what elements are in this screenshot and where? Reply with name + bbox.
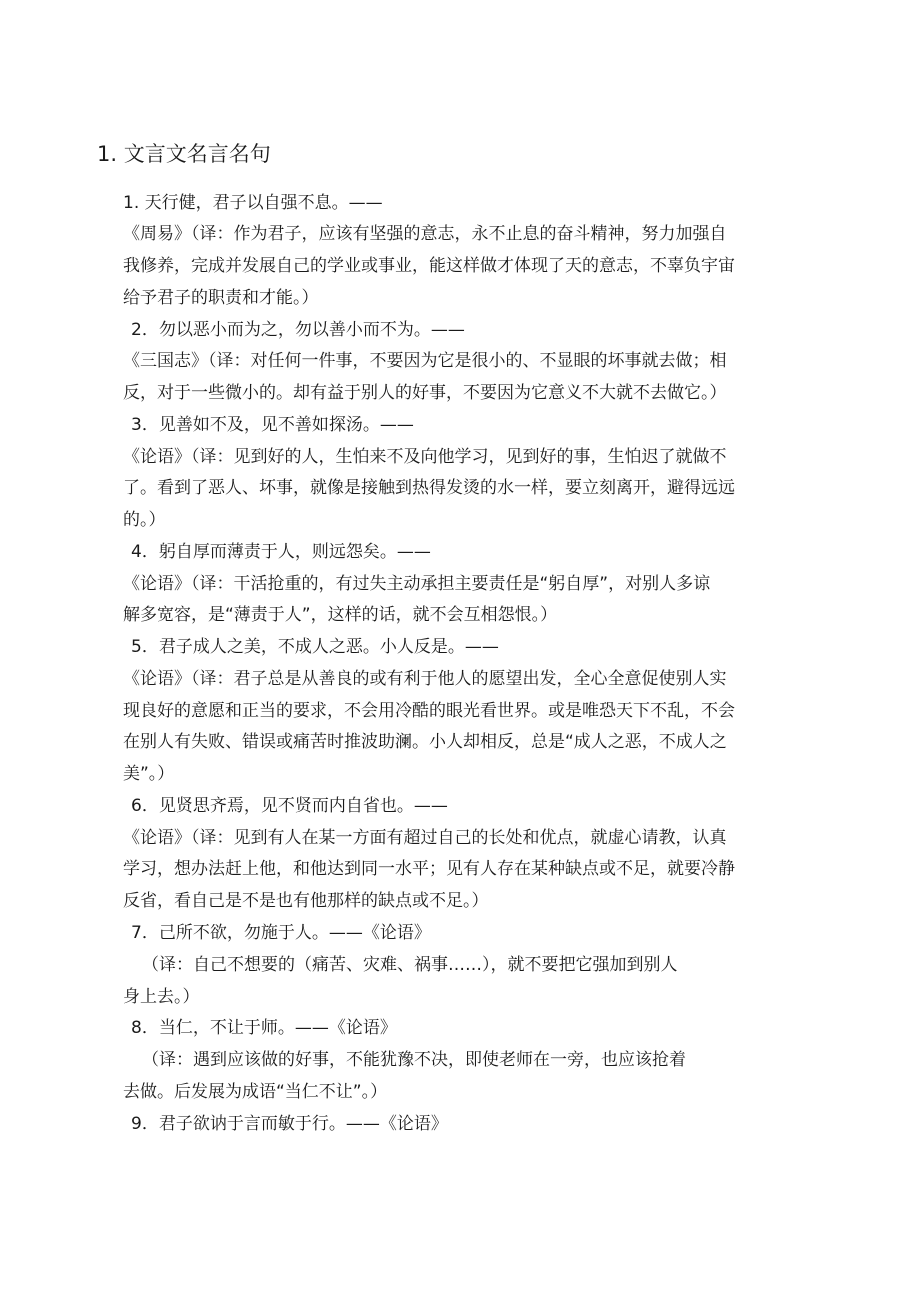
text-line: 学习，想办法赶上他，和他达到同一水平；见有人存在某种缺点或不足，就要冷静 [123,859,735,879]
text-line: 现良好的意愿和正当的要求，不会用冷酷的眼光看世界。或是唯恐天下不乱，不会 [123,701,735,721]
text-line: 5．君子成人之美，不成人之恶。小人反是。—— [131,637,499,657]
text-line: 在别人有失败、错误或痛苦时推波助澜。小人却相反，总是“成人之恶，不成人之 [123,732,727,752]
text-line: 的。） [123,510,166,530]
text-line: 《论语》（译：见到有人在某一方面有超过自己的长处和优点，就虚心请教，认真 [123,828,727,848]
text-line: 6．见贤思齐焉，见不贤而内自省也。—— [131,796,448,816]
text-line: 去做。后发展为成语“当仁不让”。） [123,1082,388,1102]
text-line: 《周易》（译：作为君子，应该有坚强的意志，永不止息的奋斗精神，努力加强自 [123,224,727,244]
text-line: 了。看到了恶人、坏事，就像是接触到热得发烫的水一样，要立刻离开，避得远远 [123,478,735,498]
text-line: 9．君子欲讷于言而敏于行。——《论语》 [131,1114,448,1134]
text-line: 《论语》（译：干活抢重的，有过失主动承担主要责任是“躬自厚”，对别人多谅 [123,574,711,594]
text-line: 7．己所不欲，勿施于人。——《论语》 [131,923,431,943]
text-line: 反省，看自己是不是也有他那样的缺点或不足。） [123,891,489,911]
text-line: 《论语》（译：见到好的人，生怕来不及向他学习，见到好的事，生怕迟了就做不 [123,447,727,467]
text-line: （译：自己不想要的（痛苦、灾难、祸事……），就不要把它强加到别人 [142,955,678,975]
text-line: 反，对于一些微小的。却有益于别人的好事，不要因为它意义不大就不去做它。） [123,383,727,403]
text-line: 我修养，完成并发展自己的学业或事业，能这样做才体现了天的意志，不辜负宇宙 [123,256,735,276]
text-line: 《三国志》（译：对任何一件事，不要因为它是很小的、不显眼的坏事就去做；相 [123,351,727,371]
text-line: 《论语》（译：君子总是从善良的或有利于他人的愿望出发，全心全意促使别人实 [123,669,727,689]
text-line: 8．当仁，不让于师。——《论语》 [131,1018,397,1038]
text-line: 美”。） [123,764,175,784]
text-line: 身上去。） [123,987,200,1007]
text-line: 3．见善如不及，见不善如探汤。—— [131,415,414,435]
text-line: 4．躬自厚而薄责于人，则远怨矣。—— [131,542,431,562]
text-line: 2．勿以恶小而为之，勿以善小而不为。—— [131,320,465,340]
section-title: 1. 文言文名言名句 [97,142,271,166]
text-line: 给予君子的职责和才能。） [123,288,319,308]
text-line: （译：遇到应该做的好事，不能犹豫不决，即使老师在一旁，也应该抢着 [142,1050,686,1070]
text-line: 1. 天行健，君子以自强不息。—— [123,193,383,213]
text-line: 解多宽容，是“薄责于人”，这样的话，就不会互相怨恨。） [123,605,558,625]
